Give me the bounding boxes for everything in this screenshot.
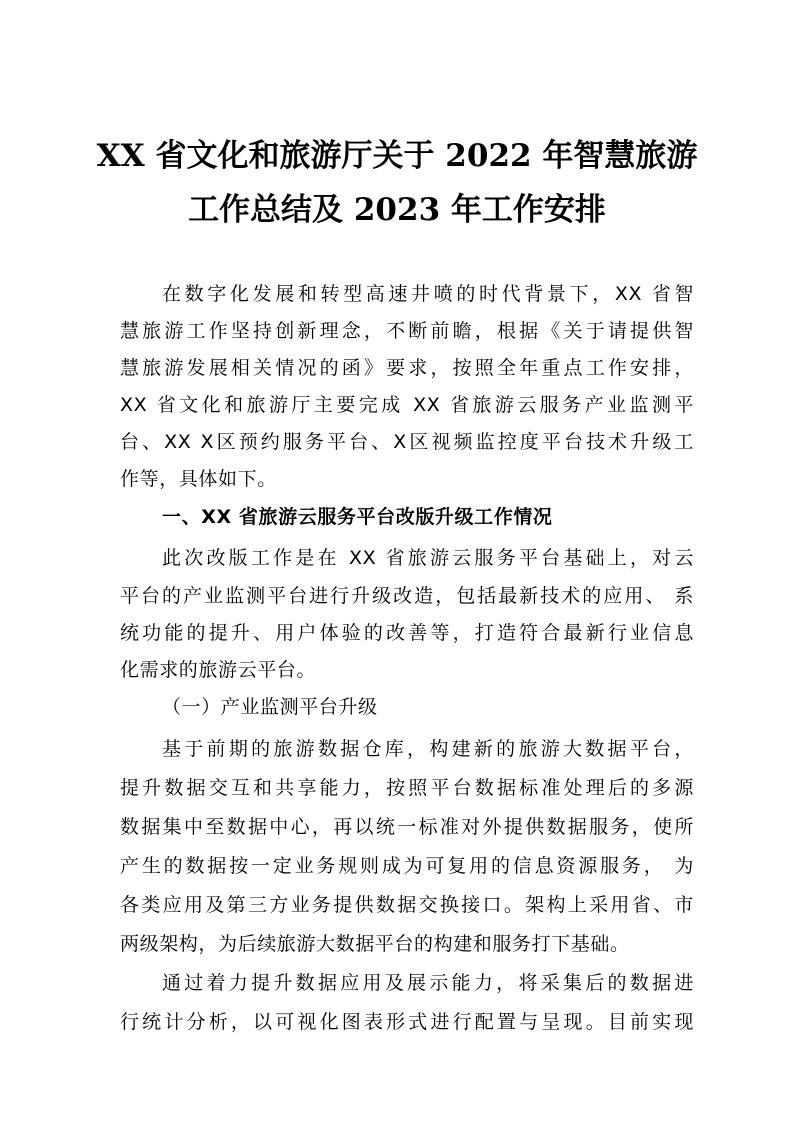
paragraph-line: 作等，具体如下。 (120, 468, 277, 490)
paragraph-line: 行统计分析，以可视化图表形式进行配置与呈现。目前实现 (120, 1011, 694, 1033)
section-heading-1: 一、XX 省旅游云服务平台改版升级工作情况 (162, 506, 553, 528)
paragraph-line: 统功能的提升、用户体验的改善等，打造符合最新行业信息 (120, 622, 694, 644)
document-title-line-2: 工作总结及 2023 年工作安排 (188, 192, 606, 228)
paragraph-line: 慧旅游工作坚持创新理念，不断前瞻，根据《关于请提供智 (120, 320, 694, 342)
paragraph-line: 化需求的旅游云平台。 (120, 659, 317, 681)
paragraph-line: 平台的产业监测平台进行升级改造，包括最新技术的应用、 系 (120, 585, 694, 607)
paragraph-line: 各类应用及第三方业务提供数据交换接口。架构上采用省、市 (120, 894, 694, 916)
paragraph-line: 数据集中至数据中心，再以统一标准对外提供数据服务，使所 (120, 816, 694, 838)
paragraph-line: 此次改版工作是在 XX 省旅游云服务平台基础上，对云 (162, 547, 694, 569)
paragraph-line: 在数字化发展和转型高速井喷的时代背景下，XX 省智 (162, 283, 694, 305)
paragraph-line: 产生的数据按一定业务规则成为可复用的信息资源服务， 为 (120, 855, 694, 877)
paragraph-line: 通过着力提升数据应用及展示能力，将采集后的数据进 (162, 972, 694, 994)
paragraph-line: XX 省文化和旅游厅主要完成 XX 省旅游云服务产业监测平 (120, 394, 694, 416)
paragraph-line: 基于前期的旅游数据仓库，构建新的旅游大数据平台， (162, 738, 694, 760)
paragraph-line: 两级架构，为后续旅游大数据平台的构建和服务打下基础。 (120, 933, 630, 955)
paragraph-line: 提升数据交互和共享能力，按照平台数据标准处理后的多源 (120, 777, 694, 799)
paragraph-line: 台、XX X区预约服务平台、X区视频监控度平台技术升级工 (120, 431, 694, 453)
document-title-line-1: XX 省文化和旅游厅关于 2022 年智慧旅游 (96, 138, 698, 174)
paragraph-line: 慧旅游发展相关情况的函》要求，按照全年重点工作安排， (120, 357, 694, 379)
subsection-heading-1: （一）产业监测平台升级 (162, 696, 378, 718)
